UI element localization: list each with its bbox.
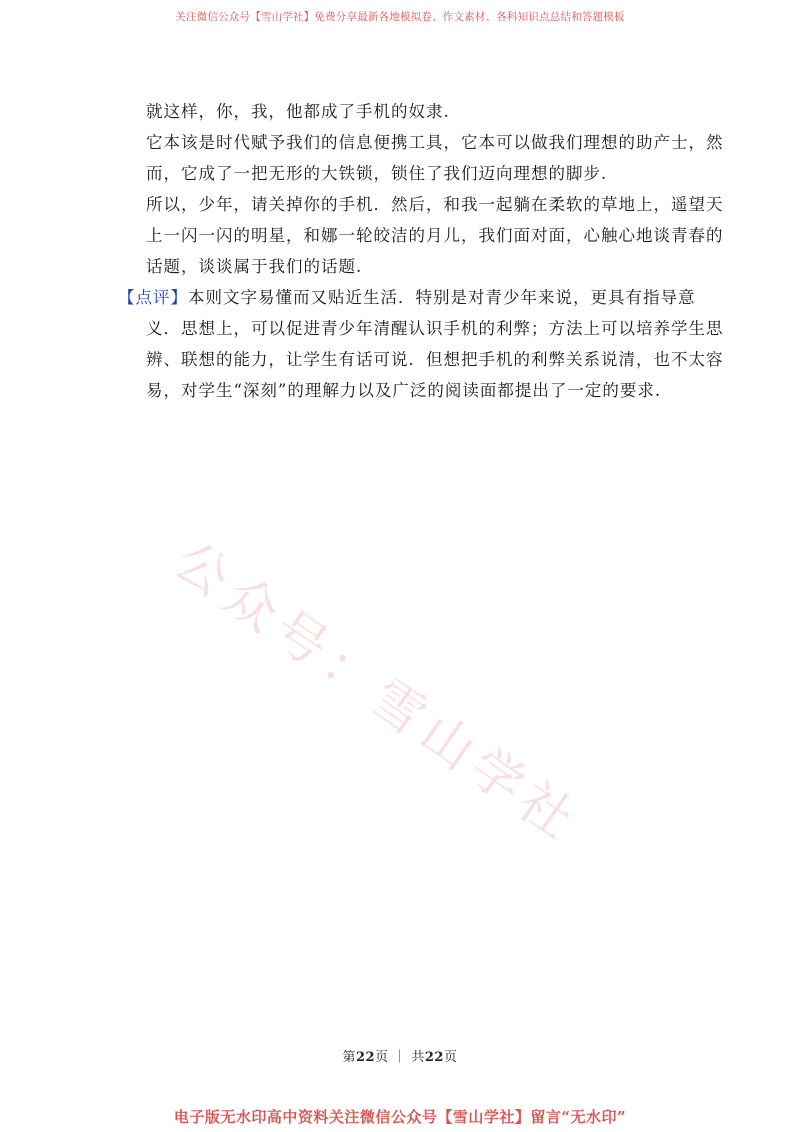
comment-line: 辨、联想的能力，让学生有话可说．但想把手机的利弊关系说清，也不太容 [146, 350, 724, 369]
watermark: 公众号：雪山学社 [163, 530, 591, 856]
document-body [118, 96, 724, 406]
comment-text: 本则文字易懂而又贴近生活．特别是对青少年来说，更具有指导意 [188, 288, 696, 307]
comment-line: 易，对学生“深刻”的理解力以及广泛的阅读面都提出了一定的要求. [146, 381, 662, 400]
comment-label: 【点评】 [118, 288, 188, 307]
text-line: 上一闪一闪的明星，和娜一轮皎洁的月儿，我们面对面，心触心地谈青春的 [146, 226, 724, 245]
page-suffix: 页 [443, 1050, 458, 1065]
text-line: 而，它成了一把无形的大铁锁，锁住了我们迈向理想的脚步. [146, 164, 608, 183]
page-number [0, 1046, 800, 1065]
header-banner: 关注微信公众号【雪山学社】免费分享最新各地模拟卷、作文素材、各科知识点总结和答题模板 [175, 11, 625, 23]
comment-first-line [118, 282, 696, 313]
footer-banner: 电子版无水印高中资料关注微信公众号【雪山学社】留言“无水印” [173, 1108, 627, 1126]
comment-line: 义．思想上，可以促进青少年清醒认识手机的利弊；方法上可以培养学生思 [146, 319, 724, 338]
paragraph [118, 189, 724, 282]
comment-section [118, 282, 724, 406]
total-pages: 22 [424, 1050, 444, 1065]
page-prefix: 第 [342, 1050, 357, 1065]
paragraph [118, 96, 692, 127]
text-line: 所以，少年，请关掉你的手机．然后，和我一起躺在柔软的草地上，遥望天 [146, 195, 724, 214]
text-line: 就这样，你，我，他都成了手机的奴隶. [146, 102, 450, 121]
text-line: 它本该是时代赋予我们的信息便携工具，它本可以做我们理想的助产士，然 [146, 133, 724, 152]
text-line: 话题，谈谈属于我们的话题. [146, 257, 363, 276]
page-mid: 页 ｜ 共 [375, 1050, 425, 1065]
paragraph [118, 127, 724, 189]
current-page: 22 [356, 1050, 376, 1065]
